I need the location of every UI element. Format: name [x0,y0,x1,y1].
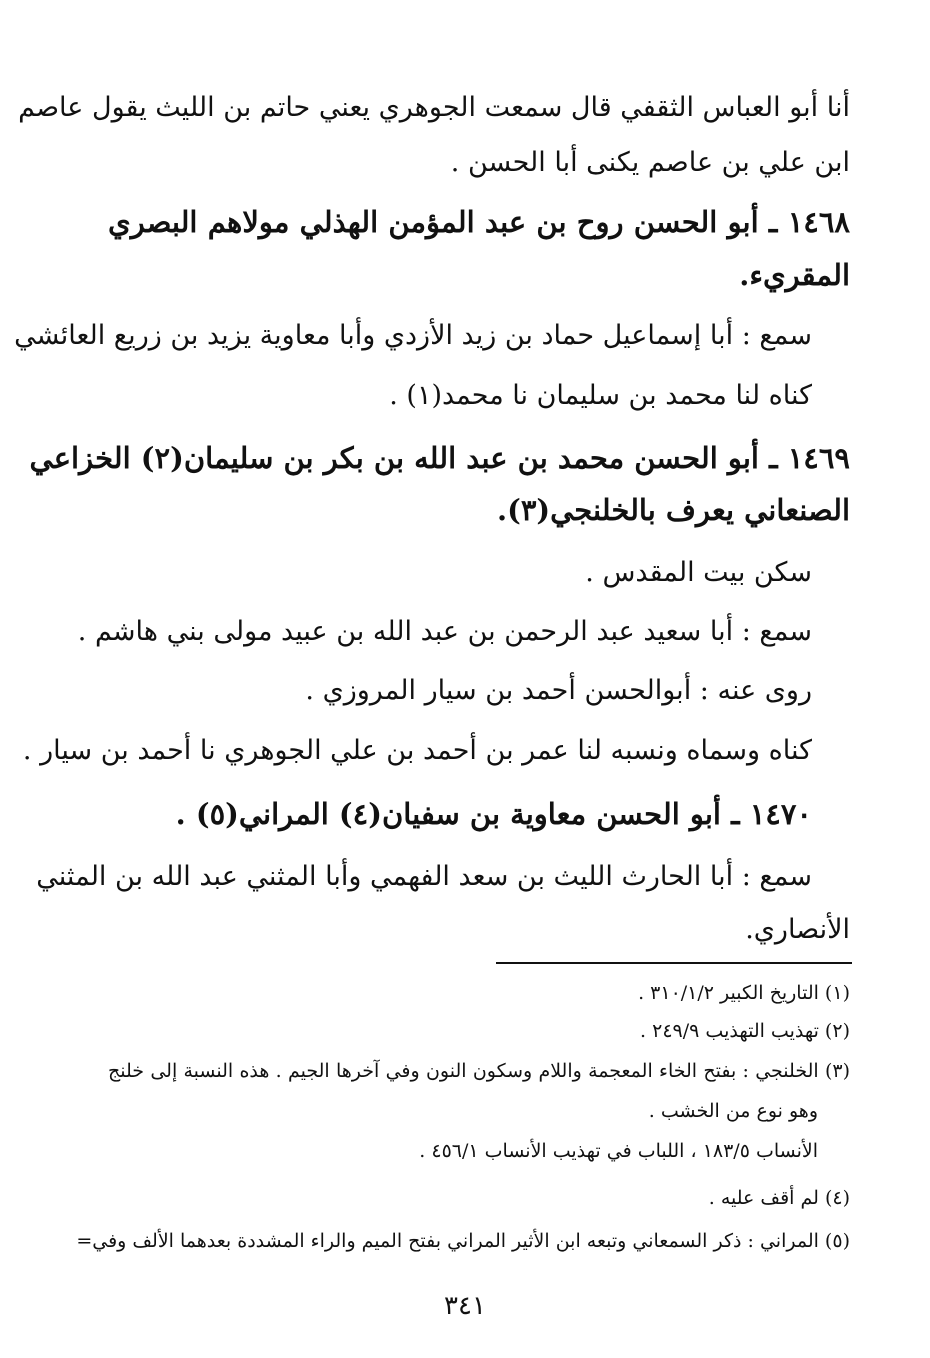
body-line: سمع : أبا الحارث الليث بن سعد الفهمي وأبا المثني عبد الله بن المثني [36,861,812,892]
footnote-5: (٥) المراني : ذكر السمعاني وتبعه ابن الأثير المراني بفتح الميم والراء المشددة بعدهما الألف وفي= [76,1230,850,1252]
footnote-4: (٤) لم أقف عليه . [708,1187,850,1209]
entry-heading-1468: ١٤٦٨ ـ أبو الحسن روح بن عبد المؤمن الهذلي مولاهم البصري [108,205,850,239]
footnote-3-continuation: وهو نوع من الخشب . [648,1100,818,1122]
footnote-3: (٣) الخلنجي : بفتح الخاء المعجمة واللام وسكون النون وفي آخرها الجيم . هذه النسبة إلى خلنج [108,1060,850,1082]
entry-heading-1469: ١٤٦٩ ـ أبو الحسن محمد بن عبد الله بن بكر بن سليمان(٢) الخزاعي [29,441,850,475]
entry-heading-continuation: المقريء. [739,258,850,292]
footnote-separator [496,962,852,964]
entry-heading-continuation: الصنعاني يعرف بالخلنجي(٣). [496,493,850,527]
body-line: سمع : أبا إسماعيل حماد بن زيد الأزدي وأبا معاوية يزيد بن زريع العائشي [14,320,812,351]
footnote-1: (١) التاريخ الكبير ٣١٠/١/٢ . [638,982,850,1004]
body-line: كناه لنا محمد بن سليمان نا محمد(١) . [389,380,812,411]
body-line: أنا أبو العباس الثقفي قال سمعت الجوهري يعني حاتم بن الليث يقول عاصم [18,92,850,123]
page-number: ٣٤١ [444,1291,486,1321]
body-line: سكن بيت المقدس . [585,557,812,588]
body-line: كناه وسماه ونسبه لنا عمر بن أحمد بن علي الجوهري نا أحمد بن سيار . [22,735,812,766]
body-line: الأنصاري. [745,914,850,945]
footnote-3-sources: الأنساب ١٨٣/٥ ، اللباب في تهذيب الأنساب ٤٥٦/١ . [419,1140,818,1162]
footnote-2: (٢) تهذيب التهذيب ٢٤٩/٩ . [640,1020,850,1042]
body-line: ابن علي بن عاصم يكنى أبا الحسن . [450,147,850,178]
body-line: سمع : أبا سعيد عبد الرحمن بن عبد الله بن عبيد مولى بني هاشم . [77,616,812,647]
body-line: روى عنه : أبوالحسن أحمد بن سيار المروزي . [305,675,812,706]
entry-heading-1470: ١٤٧٠ ـ أبو الحسن معاوية بن سفيان(٤) المراني(٥) . [175,797,812,831]
